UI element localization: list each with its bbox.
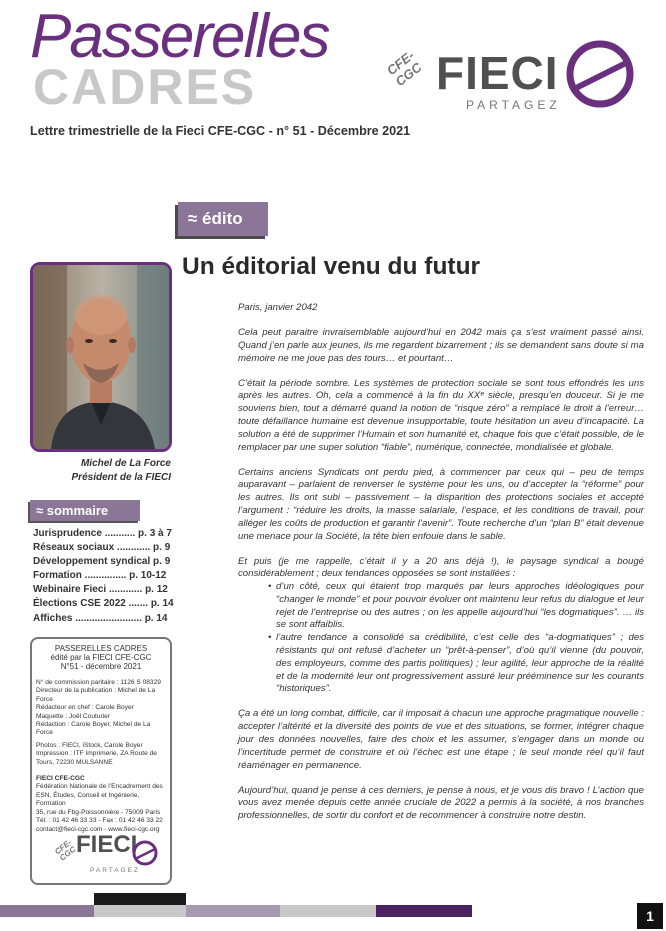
colophon-line: N° de commission paritaire : 1126 S 08329 — [36, 679, 161, 686]
issue-line: Lettre trimestrielle de la Fieci CFE-CGC - n° 51 - Décembre 2021 — [30, 124, 411, 138]
author-name: Michel de La Force — [80, 458, 171, 469]
colophon-contact[interactable]: contact@fieci-cgc.com - www.fieci-cgc.org — [36, 825, 160, 833]
colophon-line: Rédaction : Carole Boyer, Michel de La Force — [36, 721, 151, 737]
colophon-title: PASSERELLES CADRES — [54, 644, 148, 653]
colophon-issue: N°51 - décembre 2021 — [60, 662, 142, 671]
sommaire-item[interactable]: Développement syndical p. 9 — [33, 556, 171, 568]
article-paragraph: Aujourd’hui, quand je pense à ces derniers, je pense à nous, et je vous dis bravo ! L’action que vous avez menée depuis cette année cruciale de 2022 a permis à la société, à nos branches professionnelles, de sortir du confort et de recommencer à construire notre destin. — [238, 784, 644, 822]
article-paragraph: C’était la période sombre. Les systèmes de protection sociale se sont tous effondrés les uns après les autres. Oh, cela a commencé à la fin du XXᵉ siècle, presqu’en douceur. Si je me souviens bien, tout a démarré quand la notion de “risque zéro” a remplacé le droit à l’erreur… toute défaillance humaine est devenue insupportable, toute hésitation un aveu d’incapacité. La solution a été de supprimer l’Humain et son humanité et, chaque fois que c’était possible, de le remplacer par une super solution “fiable”, numérique, connectée, mondialisée et globale. — [238, 377, 644, 453]
article-paragraph: Certains anciens Syndicats ont perdu pied, à commencer par ceux qui – peu de temps auparavant – parlaient de renverser le système pour les uns, ou d’accepter la “réforme” pour les autres. Ils ont subi – passivement – la disparition des protections sociales et accepté l’argument : “réduire les droits, la masse salariale, l’espace, et les conditions de travail, pour alléger les coûts de production et garantir l’avenir”. Toute recherche d’un “plan B” était devenue une menace pour la Société, la tête bien enfouie dans le sable. — [238, 466, 644, 542]
colophon-org: FIECI CFE-CGC — [36, 775, 85, 783]
article-bullet-list — [238, 581, 644, 696]
portrait-image — [33, 265, 169, 449]
mini-cfe-text: CFE-CGC — [53, 837, 78, 863]
circle-swoosh-icon — [566, 36, 638, 116]
article-dateline: Paris, janvier 2042 — [238, 302, 318, 313]
footer-bar-3 — [186, 905, 280, 917]
article-bullet: • d’un côté, ceux qui étaient trop marqués par leurs approches idéologiques pour “changer le monde” et pour pouvoir évoluer ont maintenu leur refus du dialogue et leur rejet de l’entreprise ou des autres ; on les appelle aujourd’hui “les dogmatiques”. … ils se sont affaiblis. — [276, 581, 644, 632]
article-headline: Un éditorial venu du futur — [182, 253, 481, 280]
colophon-line: Rédacteur en chef : Carole Boyer — [36, 704, 134, 712]
colophon-box — [30, 637, 172, 885]
article-paragraph: Cela peut paraitre invraisemblable aujourd’hui en 2042 mais ça s’est vraiment passé ainsi. Quand j’en parle aux jeunes, ils me regardent bizarrement ; ils se demandent sans doute si ma mémoire ne me joue pas des tours… et pourtant… — [238, 326, 644, 364]
footer-bar-1 — [0, 905, 94, 917]
mini-tagline: PARTAGEZ — [90, 867, 140, 874]
sommaire-tag: ≈ sommaire — [30, 500, 140, 521]
footer-bar-2 — [94, 893, 186, 917]
sommaire-list — [33, 527, 175, 626]
article-paragraph: Ça a été un long combat, difficile, car il imposait à chacun une approche pragmatique nouvelle : accepter l’altérité et la diversité des points de vue et des situations, se former, intégrer chaque jour des données nouvelles, faire des choix et les assumer, s’engager dans un monde ou l’incertitude permet de construire et où l’échec est une étape ; le seul monde réel qu’il faut réaménager en permanence. — [238, 708, 644, 771]
sommaire-item[interactable]: Réseaux sociaux ............ p. 9 — [33, 542, 171, 554]
fieci-logo-text: FIECI — [436, 47, 559, 99]
page-number: 1 — [637, 903, 663, 929]
footer-bar-5 — [376, 905, 472, 917]
mini-circle-icon — [132, 837, 158, 871]
author-photo — [30, 262, 172, 452]
colophon-line: Directeur de la publication : Michel de La Force — [36, 687, 156, 703]
author-role: Président de la FIECI — [71, 472, 171, 483]
colophon-phone: Tél. : 01 42 46 33 33 - Fax : 01 42 46 33 22 — [36, 817, 163, 825]
sommaire-item[interactable]: Jurisprudence ........... p. 3 à 7 — [33, 528, 172, 539]
colophon-line: Maquette : Joël Couturier — [36, 712, 111, 720]
cfe-cgc-logo-text: CFE-CGC — [383, 47, 425, 89]
article-bullet: • l’autre tendance a consolidé sa crédibilité, c’est celle des “a-dogmatiques” ; des résistants qui ont refusé d’acheter un “prêt-à-penser”, d’où qu’il vienne (du pouvoir, des employeurs, comme des partis politiques) ; leur agilité, leur approche de la réalité et de la modernité leur ont progressivement assuré leur prééminence sur les courants “historiques”. — [276, 632, 644, 696]
fieci-tagline: PARTAGEZ — [466, 98, 561, 112]
mini-fieci-text: FIECI — [76, 831, 138, 858]
colophon-address: 35, rue du Fbg-Poissonnière - 75009 Paris — [36, 808, 161, 816]
colophon-publisher: édité par la FIECI CFE-CGC — [50, 653, 152, 662]
footer-bar-4 — [280, 905, 376, 917]
fieci-mini-logo — [53, 831, 156, 881]
colophon-line: Photos : FIECI, iStock, Carole Boyer — [36, 741, 143, 749]
sommaire-item[interactable]: Affiches ........................ p. 14 — [33, 612, 168, 624]
edito-tag: ≈ édito — [178, 202, 268, 236]
masthead-title: Passerelles — [30, 2, 329, 71]
masthead-subtitle: CADRES — [33, 59, 257, 115]
photo-caption — [30, 457, 171, 485]
colophon-org-line: Fédération Nationale de l’Encadrement des ESN, Études, Conseil et Ingénierie, Formation — [36, 783, 163, 808]
article-paragraph: Et puis (je me rappelle, c’était il y a 20 ans déjà !), le paysage syndical a bougé considérablement ; deux tendances opposées se sont installées : — [238, 555, 644, 580]
colophon-line: Impression : ITF Imprimerie, ZA Route de Tours, 72230 MULSANNE — [36, 750, 157, 766]
sommaire-item[interactable]: Élections CSE 2022 ....... p. 14 — [33, 598, 174, 610]
article-body — [238, 302, 644, 835]
sommaire-item[interactable]: Webinaire Fieci ............ p. 12 — [33, 584, 168, 596]
sommaire-item[interactable]: Formation ............... p. 10-12 — [33, 570, 167, 582]
fieci-logo — [383, 36, 638, 116]
